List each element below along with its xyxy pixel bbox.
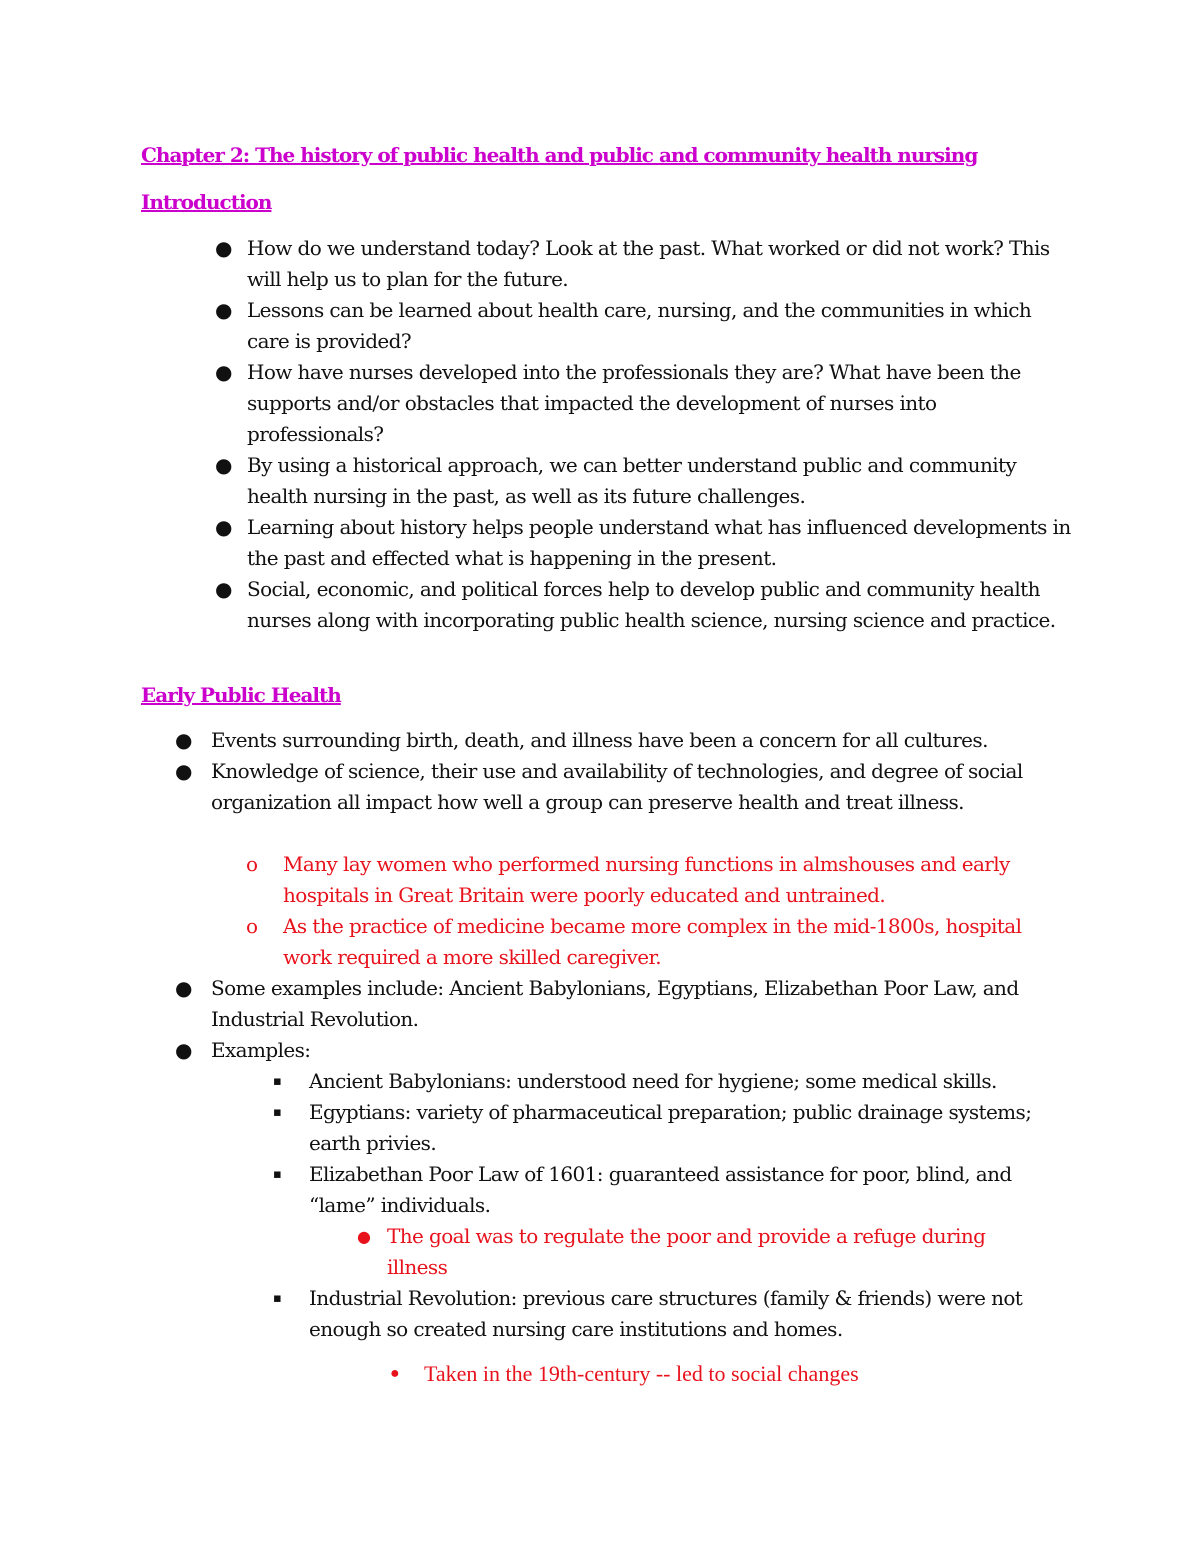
list-item-text: Egyptians: variety of pharmaceutical preparation; public drainage systems; earth privies. [309,1100,1032,1155]
list-item [273,1283,1069,1345]
list-item-text: Ancient Babylonians: understood need for hygiene; some medical skills. [309,1069,997,1093]
bullet-disc-icon: ● [215,236,232,260]
poor-law-note [357,1221,1047,1283]
list-item-text: Industrial Revolution: previous care structures (family & friends) were not enough so created nursing care institutions and homes. [309,1286,1023,1341]
list-item-text: Taken in the 19th-century -- led to social changes [424,1361,859,1386]
list-item [215,574,1077,636]
bullet-square-icon: ▪ [273,1105,282,1120]
list-item [273,1159,1069,1221]
industrial-revolution-note [390,1358,1044,1389]
section-heading-introduction: Introduction [141,190,272,214]
list-item [175,973,1071,1035]
list-item [357,1221,1047,1283]
list-item [390,1358,1044,1389]
bullet-square-icon: ▪ [273,1074,282,1089]
list-item-text: Lessons can be learned about health care, nursing, and the communities in which care is provided? [247,298,1032,353]
sublist-red [246,849,1043,973]
list-item [175,756,1071,818]
bullet-disc-icon: ● [390,1365,400,1382]
bullet-disc-icon: ● [215,298,232,322]
introduction-list [215,233,1077,636]
bullet-disc-icon: ● [175,976,192,1000]
examples-list [273,1066,1069,1221]
early-health-list-continued [175,973,1071,1066]
bullet-disc-icon: ● [175,1038,192,1062]
list-item [175,1035,1071,1066]
list-item-text: Elizabethan Poor Law of 1601: guaranteed assistance for poor, blind, and “lame” individuals. [309,1162,1012,1217]
list-item [215,512,1077,574]
list-item-text: By using a historical approach, we can better understand public and community health nursing in the past, as well as its future challenges. [247,453,1017,508]
list-item-text: Learning about history helps people understand what has influenced developments in the past and effected what is happening in the present. [247,515,1071,570]
list-item-text: Knowledge of science, their use and availability of technologies, and degree of social organization all impact how well a group can preserve health and treat illness. [211,759,1023,814]
bullet-square-icon: ▪ [273,1167,282,1182]
list-item-text: Examples: [211,1038,311,1062]
list-item [215,233,1077,295]
bullet-disc-icon: ● [357,1227,371,1246]
list-item [246,849,1043,911]
section-heading-early-public-health: Early Public Health [141,683,341,707]
bullet-disc-icon: ● [215,453,232,477]
chapter-title: Chapter 2: The history of public health and public and community health nursing [141,143,978,167]
list-item [246,911,1043,973]
list-item-text: How have nurses developed into the professionals they are? What have been the supports and/or obstacles that impacted the development of nurses into professionals? [247,360,1021,446]
early-health-list [175,725,1071,818]
list-item [273,1066,1069,1097]
bullet-circle-icon: o [246,914,258,938]
list-item-text: Many lay women who performed nursing functions in almshouses and early hospitals in Great Britain were poorly educated and untrained. [283,852,1010,907]
list-item-text: Social, economic, and political forces help to develop public and community health nurses along with incorporating public health science, nursing science and practice. [247,577,1056,632]
bullet-square-icon: ▪ [273,1291,282,1306]
list-item [215,295,1077,357]
list-item [273,1097,1069,1159]
list-item-text: How do we understand today? Look at the past. What worked or did not work? This will help us to plan for the future. [247,236,1050,291]
examples-list-continued [273,1283,1069,1345]
bullet-circle-icon: o [246,852,258,876]
list-item-text: Some examples include: Ancient Babylonians, Egyptians, Elizabethan Poor Law, and Industrial Revolution. [211,976,1019,1031]
bullet-disc-icon: ● [175,759,192,783]
list-item [175,725,1071,756]
bullet-disc-icon: ● [215,360,232,384]
list-item [215,450,1077,512]
list-item-text: As the practice of medicine became more complex in the mid-1800s, hospital work required a more skilled caregiver. [283,914,1022,969]
list-item [215,357,1077,450]
list-item-text: The goal was to regulate the poor and provide a refuge during illness [387,1224,986,1279]
list-item-text: Events surrounding birth, death, and illness have been a concern for all cultures. [211,728,988,752]
bullet-disc-icon: ● [175,728,192,752]
bullet-disc-icon: ● [215,515,232,539]
bullet-disc-icon: ● [215,577,232,601]
